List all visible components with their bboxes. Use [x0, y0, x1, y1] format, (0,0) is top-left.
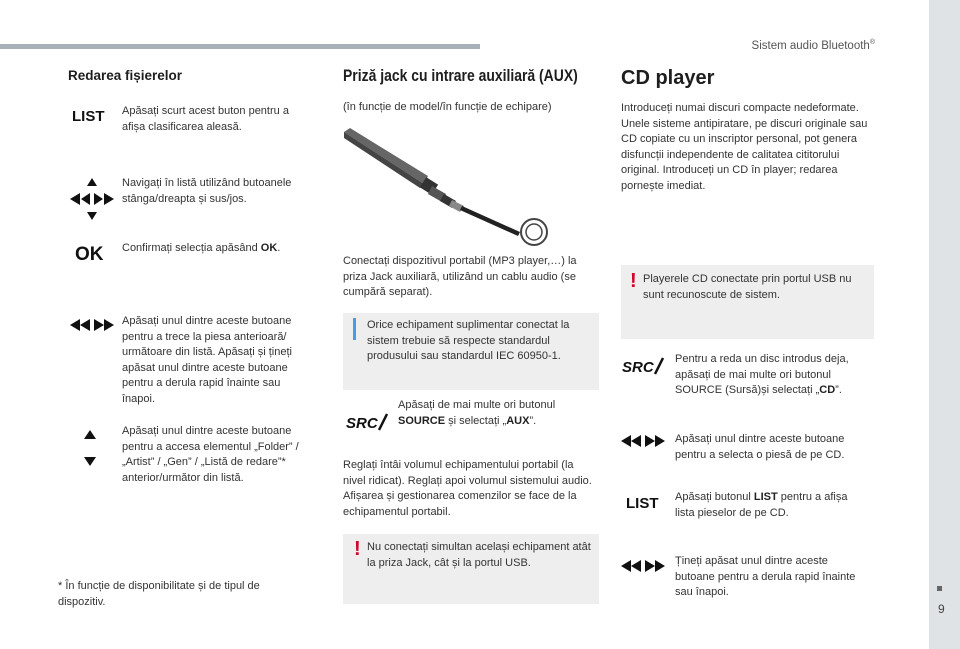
prev-next-arrows-icon [621, 435, 665, 447]
warning-icon: ! [354, 538, 361, 560]
prev-next-arrows-icon [70, 319, 114, 331]
info-icon [353, 318, 356, 340]
cd-fast-forward-description: Țineți apăsat unul dintre aceste butoane pentru a derula rapid înainte sau înapoi. [675, 555, 856, 598]
slash-icon [653, 358, 665, 374]
cd-track-select-description: Apăsați unul dintre aceste butoane pentru a selecta o piesă de pe CD. [675, 433, 845, 461]
info-note-text: Orice echipament suplimentar conectat la sistem trebuie să respecte standardul produsului sau standardul IEC 60950-1. [367, 319, 570, 362]
cd-intro-text: Introduceți numai discuri compacte nedeformate. Unele sisteme antipiratare, pe discuri originale sau CD copiate cu un inscriptor personal, pot genera disfuncții independente de calitatea cititorului original. Introduceți un CD în player; redarea pornește imediat. [621, 102, 868, 192]
header-bar [0, 44, 480, 49]
list-button-icon: LIST [626, 495, 659, 512]
cd-list-description: Apăsați butonul LIST pentru a afișa lista pieselor de pe CD. [675, 491, 848, 519]
jack-plug-illustration [344, 128, 549, 246]
connect-description: Conectați dispozitivul portabil (MP3 player,…) la priza Jack auxiliară, utilizând un cablu audio (se cumpără separat). [343, 255, 577, 298]
page-marker [937, 586, 942, 591]
up-down-arrows-icon [83, 430, 97, 466]
volume-description: Reglați întâi volumul echipamentului portabil (la nivel ridicat). Reglați apoi volumul sistemului audio. Afișarea și gestionarea comenzilor se face de la echipamentul portabil. [343, 459, 592, 518]
four-direction-arrows-icon [70, 178, 114, 220]
src-button-icon: SRC [346, 415, 378, 432]
list-button-icon: LIST [72, 108, 105, 125]
prev-next-arrows-icon [621, 560, 665, 572]
footnote: * În funcție de disponibilitate și de tipul de dispozitiv. [58, 580, 260, 608]
section-title: Sistem audio Bluetooth® [751, 39, 875, 52]
src-aux-description: Apăsați de mai multe ori butonul SOURCE și selectați „AUX”. [398, 399, 556, 427]
page-number: 9 [938, 602, 945, 616]
warning-note-text: Nu conectați simultan același echipament atât la priza Jack, cât și la portul USB. [367, 541, 591, 569]
src-button-icon: SRC [622, 359, 654, 376]
cd-source-description: Pentru a reda un disc introdus deja, apăsați de mai multe ori butonul SOURCE (Sursă)și selectați „CD”. [675, 353, 849, 396]
navigate-description: Navigați în listă utilizând butoanele stânga/dreapta și sus/jos. [122, 177, 292, 205]
slash-icon [377, 414, 389, 430]
warning-icon: ! [630, 270, 637, 292]
list-description: Apăsați scurt acest buton pentru a afișa clasificarea aleasă. [122, 105, 289, 133]
cd-warning-text: Playerele CD conectate prin portul USB nu sunt recunoscute de sistem. [643, 273, 852, 301]
prev-next-description: Apăsați unul dintre aceste butoane pentru a trece la piesa anterioară/ următoare din listă. Apăsați și țineți apăsat unul dintre aceste butoane pentru a derula rapid înainte sau înapoi. [122, 315, 292, 405]
heading-cd-player: CD player [621, 67, 715, 89]
folder-nav-description: Apăsați unul dintre aceste butoane pentru a accesa elementul „Folder” / „Artist” / „Gen” / „Listă de redare”* anterior/următor din listă. [122, 425, 299, 484]
aux-availability-note: (în funcție de model/în funcție de echipare) [343, 101, 552, 113]
heading-file-playback: Redarea fișierelor [68, 68, 183, 83]
ok-button-icon: OK [75, 244, 104, 265]
confirm-description: Confirmați selecția apăsând OK. [122, 242, 281, 254]
heading-aux-jack: Priză jack cu intrare auxiliară (AUX) [343, 66, 578, 85]
page-side-strip [929, 0, 960, 649]
